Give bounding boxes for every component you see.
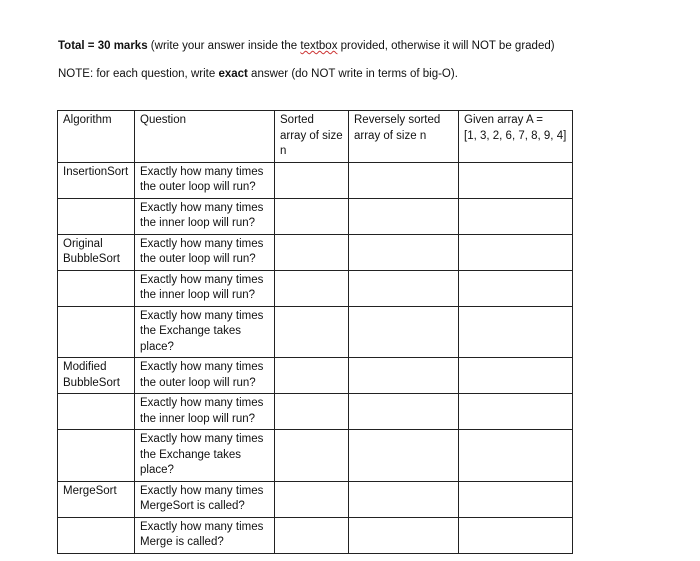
algorithm-cell (58, 430, 135, 482)
answer-cell-reversed[interactable] (349, 198, 459, 234)
textbox-word: textbox (300, 40, 338, 52)
question-cell: Exactly how many times the Exchange takes place? (135, 430, 275, 482)
answer-cell-reversed[interactable] (349, 394, 459, 430)
table-row (58, 270, 573, 306)
answer-cell-sorted[interactable] (275, 430, 349, 482)
algorithm-cell: MergeSort (58, 481, 135, 517)
algorithm-cell: Original BubbleSort (58, 234, 135, 270)
answer-cell-sorted[interactable] (275, 394, 349, 430)
answer-cell-given[interactable] (459, 270, 573, 306)
answer-cell-reversed[interactable] (349, 306, 459, 358)
total-marks-line (58, 40, 555, 52)
question-cell: Exactly how many times MergeSort is called? (135, 481, 275, 517)
note-line (58, 68, 458, 80)
header-given-array (459, 111, 573, 163)
table-row (58, 481, 573, 517)
table-row (58, 358, 573, 394)
total-marks-label: Total = 30 marks (58, 40, 148, 52)
question-cell: Exactly how many times Merge is called? (135, 517, 275, 553)
answer-cell-given[interactable] (459, 162, 573, 198)
algorithm-cell (58, 270, 135, 306)
answer-cell-reversed[interactable] (349, 270, 459, 306)
answer-cell-reversed[interactable] (349, 234, 459, 270)
note-text-1: NOTE: for each question, write (58, 68, 219, 80)
question-cell: Exactly how many times the outer loop will run? (135, 358, 275, 394)
table-row (58, 234, 573, 270)
answer-cell-sorted[interactable] (275, 358, 349, 394)
header-question: Question (135, 111, 275, 163)
question-cell: Exactly how many times the inner loop will run? (135, 394, 275, 430)
answer-cell-sorted[interactable] (275, 270, 349, 306)
answer-cell-given[interactable] (459, 358, 573, 394)
note-bold-word: exact (218, 68, 248, 80)
algorithm-cell: InsertionSort (58, 162, 135, 198)
given-array-label: Given array A = (464, 114, 543, 126)
answer-cell-given[interactable] (459, 306, 573, 358)
given-array-values: [1, 3, 2, 6, 7, 8, 9, 4] (464, 129, 567, 142)
answer-cell-given[interactable] (459, 198, 573, 234)
algorithm-cell (58, 394, 135, 430)
answer-table (57, 110, 573, 554)
answer-cell-reversed[interactable] (349, 517, 459, 553)
table-row (58, 198, 573, 234)
question-cell: Exactly how many times the Exchange takes place? (135, 306, 275, 358)
question-cell: Exactly how many times the inner loop will run? (135, 270, 275, 306)
note-text-2: answer (do NOT write in terms of big-O). (247, 68, 458, 80)
answer-cell-sorted[interactable] (275, 481, 349, 517)
answer-cell-given[interactable] (459, 234, 573, 270)
table-row (58, 306, 573, 358)
total-instruction-1: (write your answer inside the (147, 40, 301, 52)
algorithm-cell (58, 306, 135, 358)
answer-cell-sorted[interactable] (275, 198, 349, 234)
answer-cell-given[interactable] (459, 430, 573, 482)
answer-cell-sorted[interactable] (275, 517, 349, 553)
answer-cell-sorted[interactable] (275, 234, 349, 270)
header-sorted-array: Sorted array of size n (275, 111, 349, 163)
table-row (58, 394, 573, 430)
table-row (58, 162, 573, 198)
question-cell: Exactly how many times the outer loop will run? (135, 234, 275, 270)
table-row (58, 430, 573, 482)
algorithm-cell (58, 517, 135, 553)
answer-cell-reversed[interactable] (349, 358, 459, 394)
answer-cell-sorted[interactable] (275, 162, 349, 198)
table-header-row (58, 111, 573, 163)
header-algorithm: Algorithm (58, 111, 135, 163)
answer-cell-reversed[interactable] (349, 481, 459, 517)
total-instruction-2: provided, otherwise it will NOT be graded) (337, 40, 555, 52)
answer-cell-given[interactable] (459, 481, 573, 517)
table-row (58, 517, 573, 553)
question-cell: Exactly how many times the outer loop will run? (135, 162, 275, 198)
answer-cell-given[interactable] (459, 394, 573, 430)
algorithm-cell: Modified BubbleSort (58, 358, 135, 394)
question-cell: Exactly how many times the inner loop will run? (135, 198, 275, 234)
answer-cell-given[interactable] (459, 517, 573, 553)
algorithm-cell (58, 198, 135, 234)
answer-cell-reversed[interactable] (349, 430, 459, 482)
answer-cell-reversed[interactable] (349, 162, 459, 198)
answer-cell-sorted[interactable] (275, 306, 349, 358)
header-reversed-array: Reversely sorted array of size n (349, 111, 459, 163)
